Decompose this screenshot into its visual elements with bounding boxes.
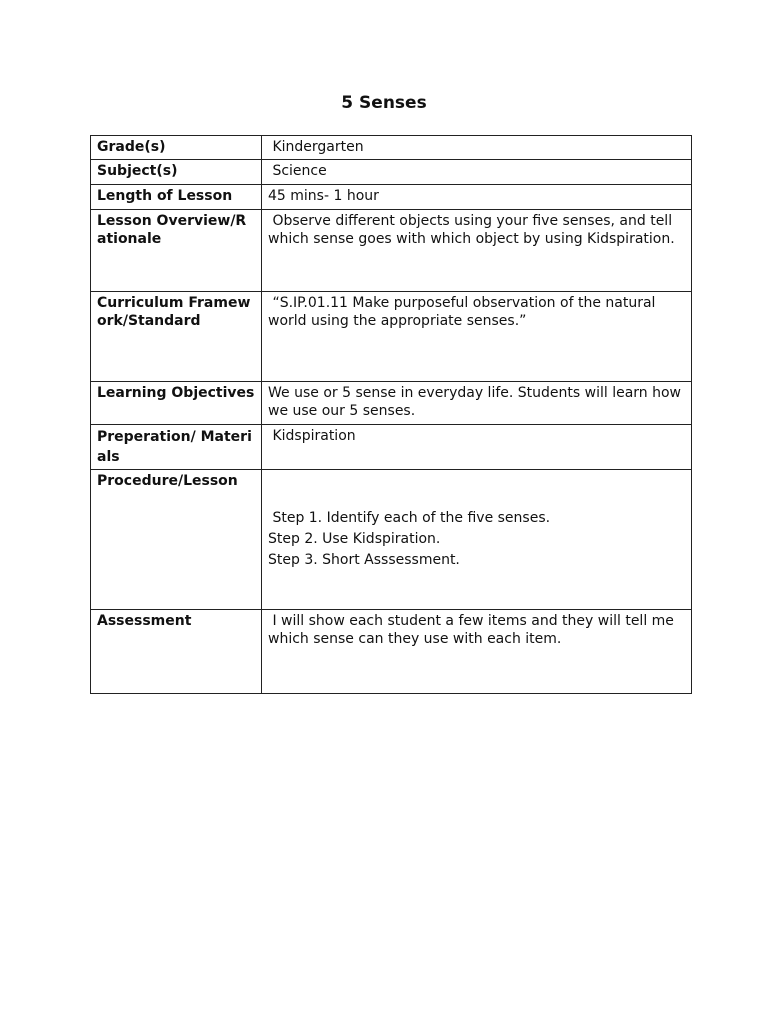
- row-label-procedure: Procedure/Lesson: [91, 470, 262, 610]
- page-title: 5 Senses: [341, 93, 427, 113]
- row-value-procedure: [262, 470, 692, 610]
- row-value-assessment: I will show each student a few items and they will tell me which sense can they use with each item.: [262, 610, 692, 694]
- table-row: [91, 292, 692, 382]
- procedure-step: Step 1. Identify each of the five senses.: [268, 510, 551, 526]
- row-label-assessment: Assessment: [91, 610, 262, 694]
- row-value-subject: Science: [262, 160, 692, 185]
- table-row: [91, 470, 692, 610]
- row-label-subject: Subject(s): [91, 160, 262, 185]
- table-row: [91, 185, 692, 210]
- table-row: [91, 136, 692, 160]
- table-row: [91, 425, 692, 470]
- row-label-curriculum: Curriculum Framework/Standard: [91, 292, 262, 382]
- row-label-grade: Grade(s): [91, 136, 262, 160]
- row-value-materials: Kidspiration: [262, 425, 692, 470]
- row-value-objectives: We use or 5 sense in everyday life. Students will learn how we use our 5 senses.: [262, 382, 692, 425]
- table-row: [91, 160, 692, 185]
- row-label-objectives: Learning Objectives: [91, 382, 262, 425]
- row-label-length: Length of Lesson: [91, 185, 262, 210]
- table-row: [91, 210, 692, 292]
- table-row: [91, 610, 692, 694]
- row-value-overview: Observe different objects using your five senses, and tell which sense goes with which object by using Kidspiration.: [262, 210, 692, 292]
- row-value-curriculum: “S.IP.01.11 Make purposeful observation of the natural world using the appropriate senses.”: [262, 292, 692, 382]
- row-label-materials: Preperation/ Materials: [91, 425, 262, 470]
- row-label-overview: Lesson Overview/Rationale: [91, 210, 262, 292]
- row-value-grade: Kindergarten: [262, 136, 692, 160]
- table-row: [91, 382, 692, 425]
- procedure-step: Step 3. Short Asssessment.: [268, 552, 460, 568]
- lesson-plan-table: [90, 135, 692, 694]
- row-value-length: 45 mins- 1 hour: [262, 185, 692, 210]
- procedure-step: Step 2. Use Kidspiration.: [268, 531, 441, 547]
